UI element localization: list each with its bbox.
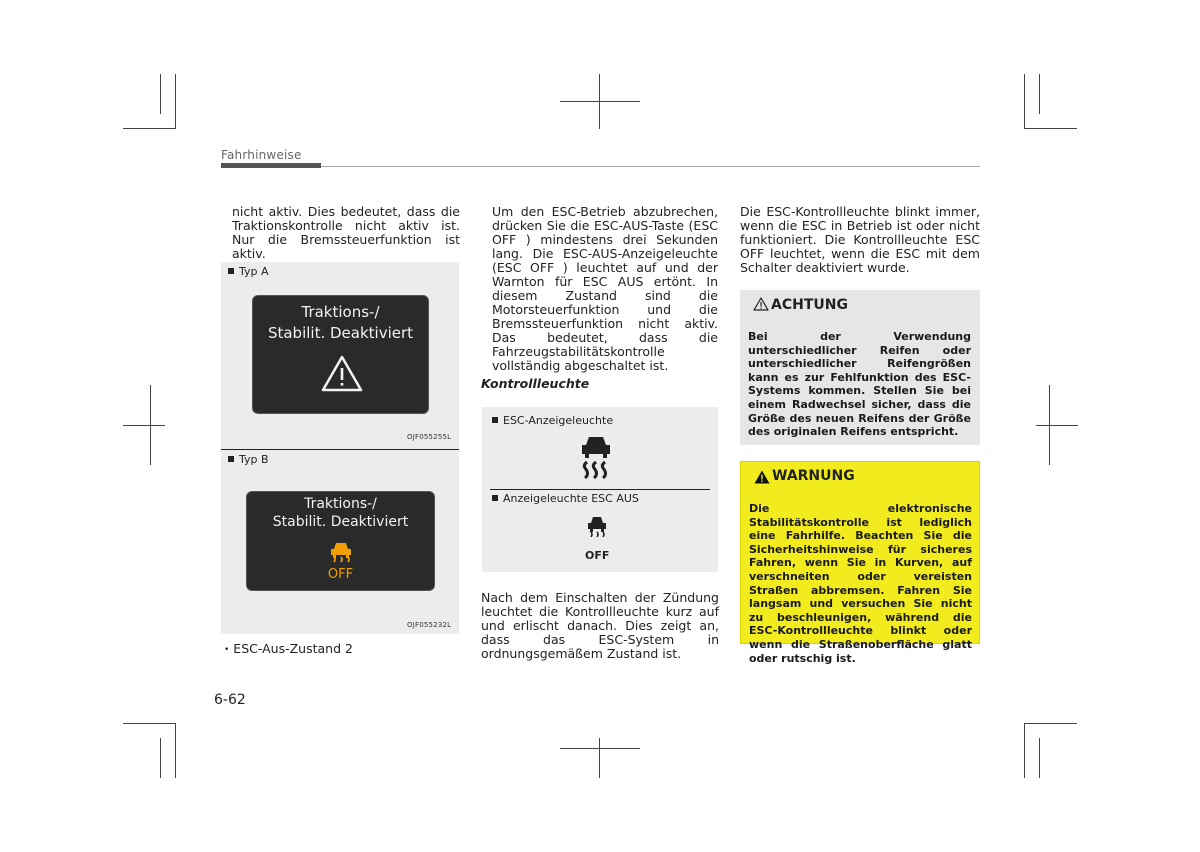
figure-code-b: OJF055232L (407, 621, 452, 629)
figure-code-a: OJF055255L (407, 433, 452, 441)
warning-box (740, 461, 980, 665)
esc-off-text: OFF (585, 549, 610, 562)
off-indicator: OFF (327, 567, 354, 582)
figure-typ-b-label: Typ B (239, 453, 269, 466)
figure-typ-a (221, 262, 459, 449)
warning-triangle-icon (320, 354, 364, 394)
warning-title: WARNUNG (772, 468, 855, 484)
warning-body: Die elektronische Stabilitätskontrolle ist lediglich eine Fahrhilfe. Beachten Sie die Sicherheitshinweise für sicheres Fahren, wenn Sie in Kurven, auf verschneiten oder vereisten Straßen abbremsen. Fahren Sie langsam und versuchen Sie nicht zu beschleunigen, während die ESC-Kontrollleuchte blinkt oder wenn die Straßenoberfläche glatt oder rutschig ist. (749, 502, 972, 665)
col2-para2: Nach dem Einschalten der Zündung leuchtet die Kontrollleuchte kurz auf und erlischt danach. Dies zeigt an, dass das ESC-System in ordnungsgemäßem Zustand ist. (481, 590, 719, 661)
warning-icon (754, 470, 770, 484)
indicator-label-1: ESC-Anzeigeleuchte (503, 414, 614, 427)
caution-title: ACHTUNG (771, 297, 848, 313)
caution-box (740, 290, 980, 445)
page-number: 6-62 (214, 692, 246, 708)
indicator-divider (490, 489, 710, 490)
bullet-item: • ESC-Aus-Zustand 2 (224, 641, 353, 656)
indicator-label-2: Anzeigeleuchte ESC AUS (503, 492, 639, 505)
esc-off-icon (586, 515, 608, 537)
figure-indicator-lights (482, 407, 718, 572)
esc-car-icon (579, 434, 613, 482)
figure-typ-b (221, 450, 459, 634)
caution-triangle-icon (753, 297, 769, 311)
header-bar (221, 163, 321, 168)
header-rule (321, 166, 980, 167)
display-screen-a (252, 295, 429, 414)
bullet-text: ESC-Aus-Zustand 2 (233, 641, 353, 656)
figure-typ-a-label: Typ A (239, 265, 269, 278)
col3-para1: Die ESC-Kontrollleuchte blinkt immer, wenn die ESC in Betrieb ist oder nicht funktioniert. Die Kontrollleuchte ESC OFF leuchtet, wenn die ESC mit dem Schalter deaktiviert wurde. (740, 204, 980, 275)
section-title: Fahrhinweise (221, 148, 302, 162)
display-screen-b (246, 491, 435, 591)
col2-para1: Um den ESC-Betrieb abzubrechen, drücken Sie die ESC-AUS-Taste (ESC OFF ) mindestens drei Sekunden lang. Die ESC-AUS-Anzeigeleuchte (ESC OFF ) leuchtet auf und der Warnton für ESC AUS ertönt. In diesem Zustand sind die Motorsteuerfunktion und die Bremssteuerfunktion nicht aktiv. Das bedeutet, dass die Fahrzeugstabilitätskontrolle vollständig abgeschaltet ist. (492, 204, 718, 373)
esc-off-car-icon (328, 540, 354, 564)
section-heading: Kontrollleuchte (481, 376, 590, 391)
screen-b-line2: Stabilit. Deaktiviert (272, 514, 409, 530)
screen-b-line1: Traktions-/ (304, 496, 377, 512)
caution-body: Bei der Verwendung unterschiedlicher Reifen oder unterschiedlicher Reifengrößen kann es zur Fehlfunktion des ESC-Systems kommen. Stellen Sie bei einem Radwechsel sicher, dass die Größe des neuen Reifens der Größe des originalen Reifens entspricht. (748, 330, 971, 439)
col1-intro: nicht aktiv. Dies bedeutet, dass die Traktionskontrolle nicht aktiv ist. Nur die Bremssteuerfunktion ist aktiv. (232, 204, 460, 261)
screen-a-line1: Traktions-/ (301, 303, 380, 321)
screen-a-line2: Stabilit. Deaktiviert (267, 324, 414, 342)
